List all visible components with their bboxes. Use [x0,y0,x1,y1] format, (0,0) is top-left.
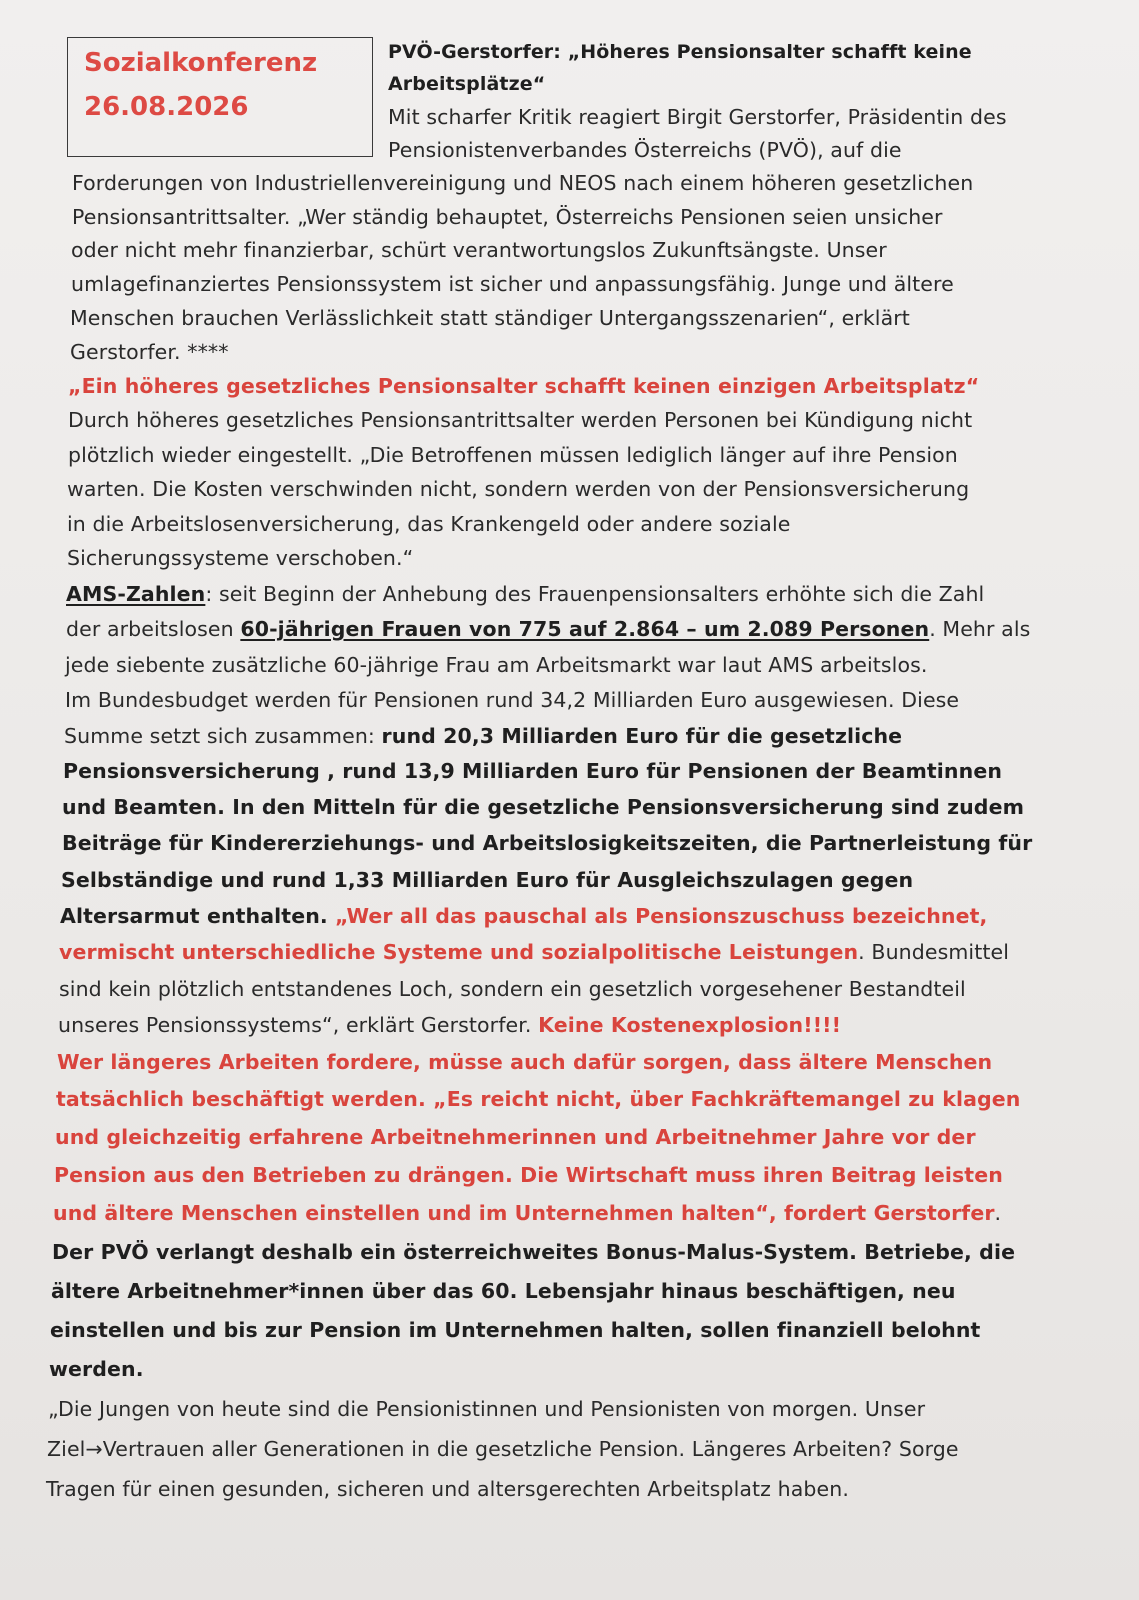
ams-label: AMS-Zahlen [66,582,206,606]
body-line: ältere Arbeitnehmer*innen über das 60. Lebensjahr hinaus beschäftigen, neu [51,1279,956,1303]
highlight-cost: Keine Kostenexplosion!!!! [538,1013,842,1037]
conference-date: 26.08.2026 [84,92,249,122]
headline-line-2: Arbeitsplätze“ [388,73,546,95]
body-line: und Beamten. In den Mitteln für die gesetzliche Pensionsversicherung sind zudem [62,795,1025,819]
body-line: Im Bundesbudget werden für Pensionen rund 34,2 Milliarden Euro ausgewiesen. Diese [65,688,960,712]
body-line: sind kein plötzlich entstandenes Loch, sondern ein gesetzlich vorgesehener Bestandteil [59,977,966,1001]
conference-box [67,37,373,157]
body-line: plötzlich wieder eingestellt. „Die Betroffenen müssen lediglich länger auf ihre Pension [68,443,958,467]
body-line: umlagefinanziertes Pensionssystem ist sicher und anpassungsfähig. Junge und ältere [71,272,954,296]
body-line: Durch höheres gesetzliches Pensionsantrittsalter werden Personen bei Kündigung nicht [68,408,973,432]
body-line: Menschen brauchen Verlässlichkeit statt ständiger Untergangsszenarien“, erklärt [70,306,910,330]
body-line: vermischt unterschiedliche Systeme und sozialpolitische Leistungen. Bundesmittel [59,940,1010,964]
body-line: und ältere Menschen einstellen und im Unternehmen halten“, fordert Gerstorfer. [53,1201,1002,1225]
body-line: Gerstorfer. **** [70,340,229,364]
body-line: einstellen und bis zur Pension im Unternehmen halten, sollen finanziell belohnt [50,1318,981,1342]
conference-title: Sozialkonferenz [84,48,318,78]
body-line: Pensionistenverbandes Österreichs (PVÖ), auf die [388,138,902,162]
body-line: Pension aus den Betrieben zu drängen. Die Wirtschaft muss ihren Beitrag leisten [54,1163,1003,1187]
body-line: jede siebente zusätzliche 60-jährige Frau am Arbeitsmarkt war laut AMS arbeitslos. [65,653,928,677]
body-line: der arbeitslosen 60-jährigen Frauen von 775 auf 2.864 – um 2.089 Personen. Mehr als [66,617,1031,641]
body-line: Sicherungssysteme verschoben.“ [67,546,414,570]
body-line: Altersarmut enthalten. „Wer all das pauschal als Pensionszuschuss bezeichnet, [60,904,988,928]
headline-line-1: PVÖ-Gerstorfer: „Höheres Pensionsalter schafft keine [388,41,972,63]
body-line: Mit scharfer Kritik reagiert Birgit Gerstorfer, Präsidentin des [388,105,1007,129]
body-line: warten. Die Kosten verschwinden nicht, sondern werden von der Pensionsversicherung [67,477,970,501]
body-line: werden. [49,1357,144,1381]
body-line: Pensionsantrittsalter. „Wer ständig behauptet, Österreichs Pensionen seien unsicher [72,205,943,229]
body-line: tatsächlich beschäftigt werden. „Es reicht nicht, über Fachkräftemangel zu klagen [56,1087,1021,1111]
body-line: in die Arbeitslosenversicherung, das Krankengeld oder andere soziale [67,512,791,536]
body-line: Summe setzt sich zusammen: rund 20,3 Milliarden Euro für die gesetzliche [64,724,903,748]
body-line: AMS-Zahlen: seit Beginn der Anhebung des Frauenpensionsalters erhöhte sich die Zahl [66,582,985,606]
body-line: Selbständige und rund 1,33 Milliarden Euro für Ausgleichszulagen gegen [61,868,914,892]
body-line: Wer längeres Arbeiten fordere, müsse auch dafür sorgen, dass ältere Menschen [57,1050,993,1074]
body-line: Beiträge für Kindererziehungs- und Arbeitslosigkeitszeiten, die Partnerleistung für [62,831,1033,855]
body-line: „Die Jungen von heute sind die Pensionistinnen und Pensionisten von morgen. Unser [48,1397,926,1421]
ams-figures: 60-jährigen Frauen von 775 auf 2.864 – um 2.089 Personen [240,617,930,641]
body-line: und gleichzeitig erfahrene Arbeitnehmerinnen und Arbeitnehmer Jahre vor der [55,1125,976,1149]
body-line: unseres Pensionssystems“, erklärt Gerstorfer. Keine Kostenexplosion!!!! [58,1013,842,1037]
body-line: Der PVÖ verlangt deshalb ein österreichweites Bonus-Malus-System. Betriebe, die [52,1240,1016,1264]
body-line: oder nicht mehr finanzierbar, schürt verantwortungslos Zukunftsängste. Unser [71,238,887,262]
body-line: Tragen für einen gesunden, sicheren und altersgerechten Arbeitsplatz haben. [46,1477,849,1501]
body-line: Pensionsversicherung , rund 13,9 Milliarden Euro für Pensionen der Beamtinnen [63,759,1003,783]
subheading: „Ein höheres gesetzliches Pensionsalter schafft keinen einzigen Arbeitsplatz“ [68,374,980,398]
body-line: Ziel→Vertrauen aller Generationen in die gesetzliche Pension. Längeres Arbeiten? Sorge [47,1437,959,1461]
body-line: Forderungen von Industriellenvereinigung und NEOS nach einem höheren gesetzlichen [72,171,974,195]
